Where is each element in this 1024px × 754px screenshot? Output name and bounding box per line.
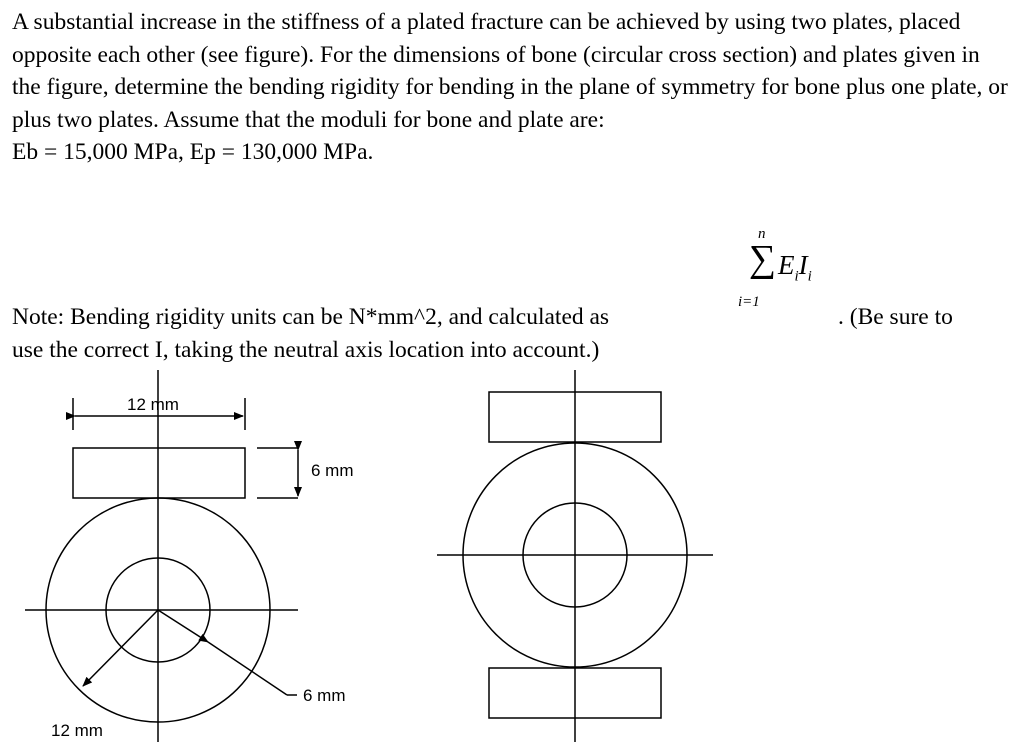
problem-paragraph: A substantial increase in the stiffness of a plated fracture can be achieved by using two plates, placed opposite each other (see figure). For the dimensions of bone (circular cross section) and plates given in the figure, determine the bending rigidity for bending in the plane of symmetry for bone plus one plate, or plus two plates. Assume that the moduli for bone and plate are: — [12, 9, 1008, 133]
term-e-subscript: i — [794, 268, 799, 285]
inner-radius-arrow — [158, 610, 208, 642]
term-i-subscript: i — [807, 268, 812, 285]
top-plate — [73, 448, 245, 498]
term-i: I — [798, 250, 808, 280]
sum-lower-limit: i=1 — [738, 294, 760, 310]
outer-radius-arrow — [83, 610, 158, 686]
outer-radius-label: 12 mm — [51, 721, 103, 740]
moduli-line: Eb = 15,000 MPa, Ep = 130,000 MPa. — [12, 139, 374, 165]
note-after-formula: . (Be sure to — [838, 304, 953, 330]
term-e: E — [778, 250, 795, 280]
note-first-line: Note: Bending rigidity units can be N*mm^2, and calculated as — [12, 304, 610, 330]
inner-radius-label: 6 mm — [303, 686, 346, 705]
sigma-symbol: ∑ — [749, 238, 777, 280]
single-plate-diagram — [25, 370, 298, 742]
plate-height-label: 6 mm — [311, 461, 354, 480]
sum-upper-limit: n — [758, 226, 766, 242]
bone-plate-figure — [0, 360, 760, 754]
inner-radius-leader — [208, 642, 287, 695]
plate-width-label: 12 mm — [127, 395, 179, 414]
problem-statement — [12, 6, 1014, 169]
two-plate-diagram — [437, 370, 713, 742]
sum-term — [778, 250, 812, 285]
note-continuation: use the correct I, taking the neutral axis location into account.) — [12, 336, 600, 363]
